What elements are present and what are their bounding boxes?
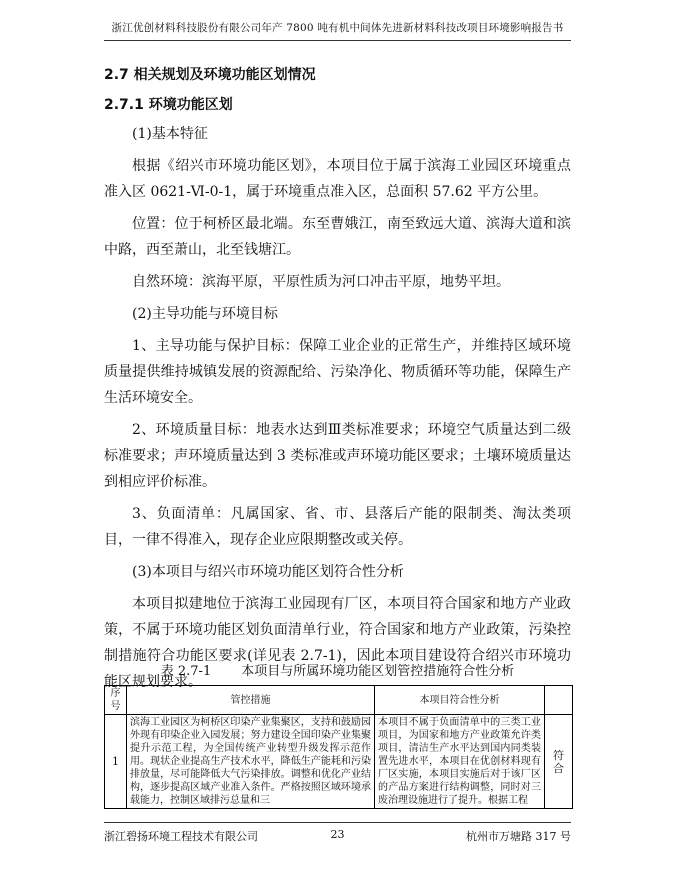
row-measures: 滨海工业园区为柯桥区印染产业集聚区，支持和鼓励园外现有印染企业入园发展；努力建设全国印染产业集聚提升示范工程，为全国传统产业转型升级发挥示范作用。现状企业提高生产技术水平，降低生产能耗和污染排放量，尽可能降低大气污染排放。调整和优化产业结构，逐步提高区域产业准入条件。严格按照区域环境承载能力，控制区域排污总量和三 [127, 715, 375, 809]
row-index: 1 [105, 715, 127, 809]
paragraph-natural-environment: 自然环境：滨海平原，平原性质为河口冲击平原，地势平坦。 [132, 274, 510, 290]
header-measures: 管控措施 [127, 686, 375, 715]
paragraph-location: 位置：位于柯桥区最北端。东至曹娥江，南至致远大道、滨海大道和滨中路，西至萧山，北至钱塘江。 [104, 216, 571, 258]
table-header-row [105, 686, 573, 715]
header-divider [104, 40, 571, 41]
footer-divider [104, 822, 571, 823]
section-heading: 2.7 相关规划及环境功能区划情况 [104, 67, 316, 83]
footer-address: 杭州市万塘路 317 号 [466, 830, 571, 843]
table-caption-number: 表 2.7-1 [160, 664, 212, 679]
row-result: 符合 [545, 715, 573, 809]
body-paragraphs [104, 121, 571, 695]
paragraph-main-function-label: (2)主导功能与环境目标 [132, 306, 278, 322]
paragraph-compliance-conclusion: 本项目拟建地位于滨海工业园现有厂区，本项目符合国家和地方产业政策，不属于环境功能区划负面清单行业，符合国家和地方产业政策，污染控制措施符合功能区要求(详见表 2.7-1)，因此本项目建设符合绍兴市环境功能区规划要求。 [104, 596, 571, 690]
header-analysis: 本项目符合性分析 [375, 686, 545, 715]
header-index: 序号 [105, 686, 127, 715]
paragraph-negative-list: 3、负面清单：凡属国家、省、市、县落后产能的限制类、淘汰类项目，一律不得准入，现存企业应限期整改或关停。 [104, 506, 571, 548]
table-row [105, 715, 573, 809]
paragraph-compliance-label: (3)本项目与绍兴市环境功能区划符合性分析 [132, 564, 404, 580]
table-caption [104, 660, 571, 679]
row-analysis: 本项目不属于负面清单中的三类工业项目，为国家和地方产业政策允许类项目，清洁生产水平达到国内同类装置先进水平，本项目在优创材料现有厂区实施，本项目实施后对于该厂区的产品方案进行结构调整，同时对三废治理设施进行了提升。根据工程 [375, 715, 545, 809]
subsection-heading: 2.7.1 环境功能区划 [104, 97, 233, 113]
footer-company: 浙江碧扬环境工程技术有限公司 [104, 830, 258, 843]
table-caption-title: 本项目与所属环境功能区划管控措施符合性分析 [241, 664, 515, 679]
footer-page-number: 23 [330, 828, 345, 841]
paragraph-zoning-basis: 根据《绍兴市环境功能区划》，本项目位于属于滨海工业园区环境重点准入区 0621-Ⅵ-0-1，属于环境重点准入区，总面积 57.62 平方公里。 [104, 158, 571, 200]
paragraph-function-targets: 1、主导功能与保护目标：保障工业企业的正常生产，并维持区域环境质量提供维持城镇发展的资源配给、污染净化、物质循环等功能，保障生产生活环境安全。 [104, 338, 571, 406]
page-header-title: 浙江优创材料科技股份有限公司年产 7800 吨有机中间体先进新材料科技改项目环境影响报告书 [111, 22, 564, 34]
paragraph-basic-features-label: (1)基本特征 [132, 126, 208, 142]
header-result [545, 686, 573, 715]
compliance-table [104, 685, 573, 809]
paragraph-quality-targets: 2、环境质量目标：地表水达到Ⅲ类标准要求；环境空气质量达到二级标准要求；声环境质量达到 3 类标准或声环境功能区要求；土壤环境质量达到相应评价标准。 [104, 422, 571, 490]
